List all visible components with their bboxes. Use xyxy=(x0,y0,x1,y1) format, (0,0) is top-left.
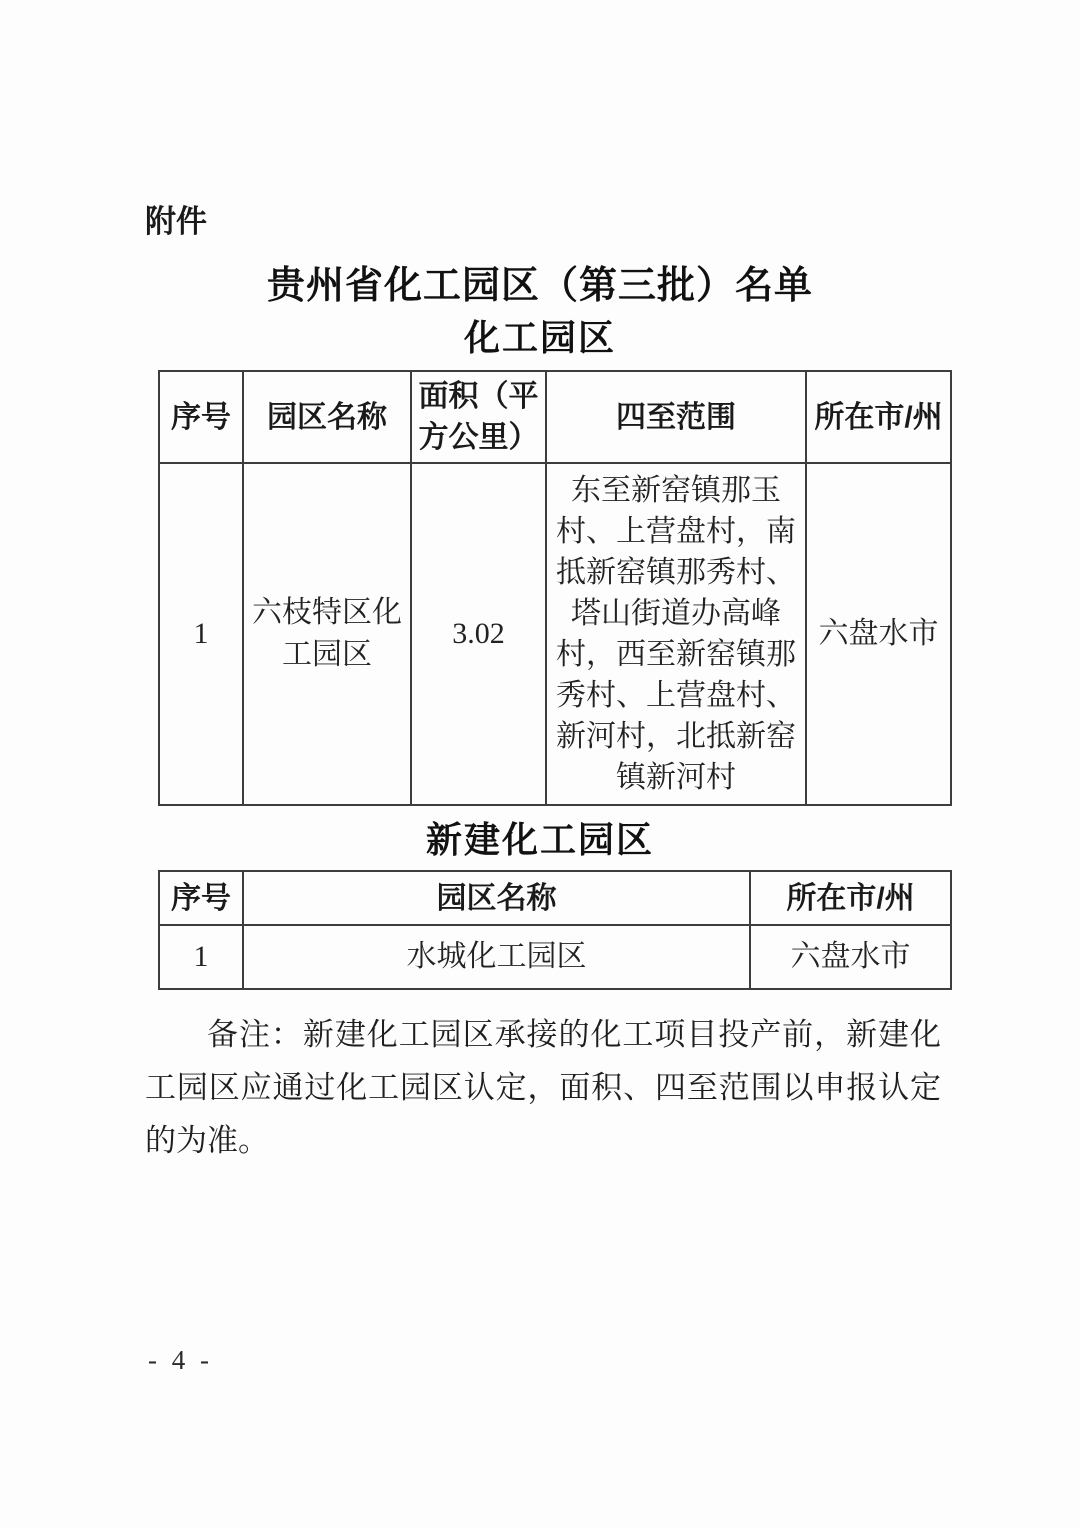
new-parks-table-header-row xyxy=(159,871,951,925)
cell-city: 六盘水市 xyxy=(750,925,951,989)
header-cell-city: 所在市/州 xyxy=(750,871,951,925)
header-cell-city: 所在市/州 xyxy=(806,371,951,463)
attachment-label: 附件 xyxy=(145,204,207,239)
note-paragraph: 备注：新建化工园区承接的化工项目投产前，新建化工园区应通过化工园区认定，面积、四至范围以申报认定的为准。 xyxy=(145,1017,941,1158)
section-heading-parks: 化工园区 xyxy=(463,318,616,358)
cell-park-name: 水城化工园区 xyxy=(243,925,750,989)
cell-city: 六盘水市 xyxy=(806,463,951,805)
header-cell-name: 园区名称 xyxy=(243,871,750,925)
document-title: 贵州省化工园区（第三批）名单 xyxy=(266,265,813,307)
cell-no: 1 xyxy=(159,463,243,805)
header-cell-no: 序号 xyxy=(159,871,243,925)
parks-table-row xyxy=(159,463,951,805)
header-cell-area: 面积（平方公里） xyxy=(411,371,546,463)
new-parks-table-row xyxy=(159,925,951,989)
parks-table-header-row xyxy=(159,371,951,463)
parks-table xyxy=(158,370,952,806)
section-heading-new-parks: 新建化工园区 xyxy=(425,820,654,860)
header-cell-boundary: 四至范围 xyxy=(546,371,806,463)
cell-boundary: 东至新窑镇那玉村、上营盘村，南抵新窑镇那秀村、塔山街道办高峰村，西至新窑镇那秀村、上营盘村、新河村，北抵新窑镇新河村 xyxy=(546,463,806,805)
header-cell-no: 序号 xyxy=(159,371,243,463)
cell-park-name: 六枝特区化工园区 xyxy=(243,463,411,805)
header-cell-name: 园区名称 xyxy=(243,371,411,463)
cell-no: 1 xyxy=(159,925,243,989)
page-number: - 4 - xyxy=(148,1345,213,1375)
cell-area: 3.02 xyxy=(411,463,546,805)
new-parks-table xyxy=(158,870,952,990)
